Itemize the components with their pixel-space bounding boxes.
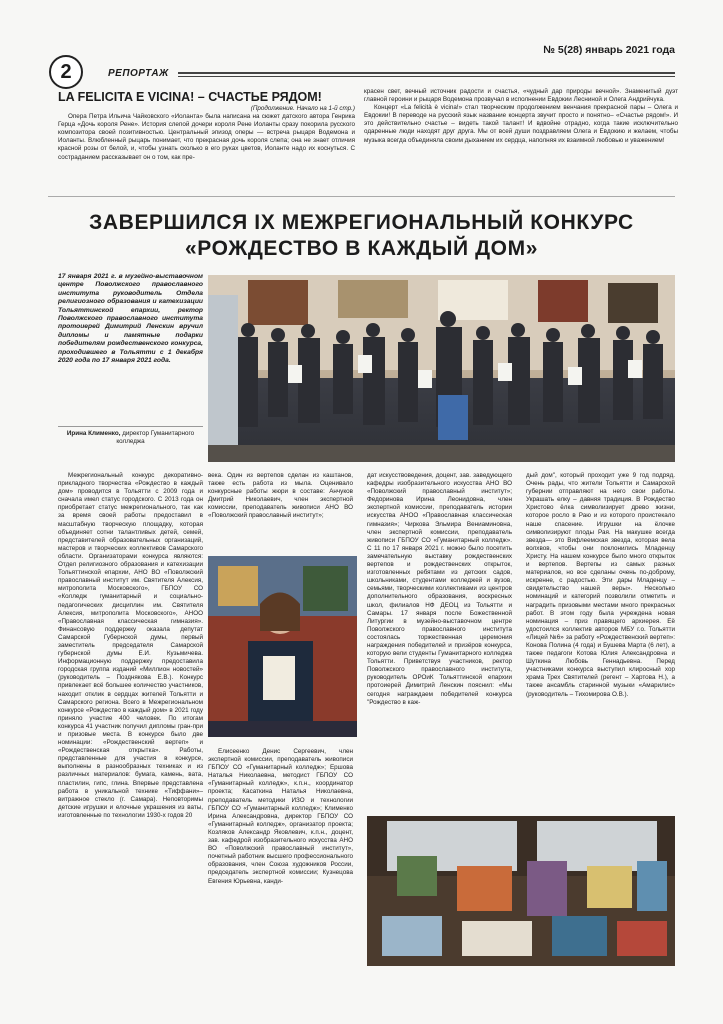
lead-paragraph: 17 января 2021 г. в музейно-выставочном центре Поволжского православного института руководитель Отдела религиозного образования и катехизации Тольяттинской епархии, ректор Поволжского православного института протоиерей Димитрий Ленскин вручил дипломы и памятные подарки победителям рождественского конкурса, проходившего в Тольятти с 1 декабря 2020 года по 17 января 2021 года. — [58, 273, 203, 365]
main-column-3 — [367, 472, 512, 707]
main-text-1: Межрегиональный конкурс декоративно-прикладного творчества «Рождество в каждый дом» проводится в Тольятти с 2009 года и сначала имел статус городского. С 2013 года он приобретает статус межрегионального, так как за время своей работы предоставил в масштабную творческую площадку, которая объединяет сотни талантливых детей, семей, представителей образовательных организаций, мастеров и творческих коллективов Самарского области. Организаторами конкурса являются: Отдел религиозного образования и катехизации Тольяттинской епархии, АНО ВО «Поволжский православный институт им. Святителя Алексия, митрополита Московского», ГБПОУ СО «Колледж гуманитарный и социально-педагогических дисциплин им. Святителя Алексия, митрополита Московского», АНОО «Православная классическая гимназия». Финансовую поддержку оказала депутат Самарской Губернской думы, первый заместитель председателя Самарской губернской думы Е.И. Кузьмичева. Информационную поддержку предоставила городская группа изданий «Миллион новостей» (руководитель – Позднякова Е.В.). Конкурс привлекает всё большее количество участников, находит отклик в сердцах жителей Тольятти и Самарского региона. Всего в Межрегиональном конкурсе «Рождество в каждый дом» в 2021 году приняло участие 400 человек. По итогам конкурса 41 участник получил дипломы гран-при и призовые места. В конкурсе было две номинации: «Рождественский вертеп» и «Рождественская открытка». Работы, представленные для участия в конкурсе, выполнены в разнообразных техниках и из различных материалов: бумага, камень, вата, пластилин, гипс, глина. Впервые представлена работа в уникальной технике «Тиффани»– витражное стекло (г. Самара). Неповторимы детские игрушки и елочные украшения из ваты, изготовленные по технологии 1930-х годов 20 — [58, 472, 203, 819]
main-column-2b — [208, 748, 353, 886]
top-article-title: LA FELICITA E VICINA! – СЧАСТЬЕ РЯДОМ! — [58, 90, 322, 104]
exhibition-photo — [367, 816, 675, 966]
student-photo — [208, 556, 357, 737]
top-article-text-1: Опера Петра Ильича Чайковского «Иоланта» была написана на сюжет датского автора Генрика Герца «Дочь короля Рене». История слепой дочери короля Рене Иоланты сразу покорила русского композитора своей позитивностью. Центральный эпизод оперы — встреча рыцаря Водемона и Иоланты. Влюбленный рыцарь понимает, что прекрасная дочь короля слепа; она не знает отличия красной розы от белой, и, чтобы узнать сколько в его руках цветов, Иоланте надо их коснуться. С состраданием рассказывает он о том, как пре- — [58, 113, 355, 161]
top-article-text-2b: Концерт «La felicità è vicina!» стал творческим продолжением венчания прекрасной пары – Олега и Евдокии! В переводе на русский язык название концерта звучит просто и понятно– «Счастье рядом!». И это действительно счастье – видеть такой талант! И вдвойне отрадно, когда такие исключительно одаренные люди находят друг друга. Мы от всей души поздравляем Олега и Евдокию и желаем, чтобы музыка всегда объединяла своим дыханием их сердца, наполняя их взаимной любовью и уважением! — [364, 104, 678, 144]
header-rule — [178, 72, 675, 74]
top-article-col1 — [58, 105, 355, 162]
main-column-1 — [58, 472, 203, 820]
header-rule-thin — [178, 76, 675, 77]
section-rubric: РЕПОРТАЖ — [108, 68, 169, 79]
author-byline — [58, 426, 203, 446]
main-text-2a: века. Один из вертепов сделан из каштанов, также есть работа из мыла. Оценивало конкурсные работы жюри в составе: Анчуков Дмитрий Николаевич, член экспертной комиссии, преподаватель живописи АНО ВО «Поволжский православный институт»; — [208, 472, 353, 520]
main-text-2b: Елисеенко Денис Сергеевич, член экспертной комиссии, преподаватель живописи ГБПОУ СО «Гуманитарный колледж»; Ершова Наталья Николаевна, методист ГБПОУ СО «Гуманитарный колледж», к.п.н., координатор проекта; Касаткина Наталья Николаевна, преподаватель методики ИЗО и технологии ГБПОУ СО «Гуманитарный колледж»; Клименко Ирина Александровна, директор ГБПОУ СО «Гуманитарный колледж», организатор проекта; Козляков Александр Яковлевич, к.п.н., доцент, зав. кафедрой изобразительного искусства АНО ВО «Поволжский православный институт», почетный работник высшего профессионального образования, член Союза художников России, председатель экспертной комиссии; Кузнецова Евгения Юрьевна, канди- — [208, 748, 353, 885]
author-role: директор Гуманитарного колледжа — [116, 430, 195, 446]
main-headline — [48, 210, 675, 262]
top-article-col2 — [364, 88, 678, 145]
group-photo — [208, 275, 675, 462]
issue-label: № 5(28) январь 2021 года — [543, 44, 675, 56]
author-name: Ирина Клименко, — [66, 430, 121, 437]
main-text-3: дат искусствоведения, доцент, зав. заведующего кафедры изобразительного искусства АНО ВО «Поволжский православный институт»; Федоринова Ирина Леонидовна, член экспертной комиссии, преподаватель истории искусства АНОО «Православная классическая гимназия»; Чиркова Эльмира Вениаминовна, член экспертной комиссии, преподаватель живописи ГБПОУ СО «Гуманитарный колледж». С 11 по 17 января 2021 г. можно было посетить замечательную выставку рождественских вертепов и рождественских открыток, изготовленных ребятами из детских садов, школьниками, студентами колледжей и вузов, семьями, творческими коллективами из центров дополнительного образования, воскресных школ, филиалов НФ ДЕОЦ из Тольятти и Самары. 17 января после Божественной Литургии в музейно-выставочном центре Поволжского православного института состоялась торжественная церемония награждения победителей и призёров конкурса, которую вели студенты Гуманитарного колледжа Тольятти. Приветствуя участников, ректор Поволжского православного института, руководитель ОРОиК Тольяттинской епархии протоиерей Димитрий Ленскин пояснил: «Мы сегодня награждаем победителей конкурса "Рождество в каж- — [367, 472, 512, 706]
top-article-text-2a: красен свет, вечный источник радости и счастья, «чудный дар природы вечной». Знаменитый дуэт главной героини и рыцаря Водемона прозвучал в исполнении Евдокии Лесниной и Олега Андрийчука. — [364, 88, 678, 104]
divider — [48, 196, 675, 197]
main-column-2 — [208, 472, 353, 521]
continuation-note: (Продолжение. Начало на 1-й стр.) — [250, 105, 355, 112]
main-text-4: дый дом", который проходит уже 9 год подряд. Очень рады, что жители Тольятти и Самарской губернии отправляют на него свои работы. Украшать елку – давняя традиция. В Рождество Христово ёлка символизирует древо жизни, которое росло в Раю и из которого проистекало наше спасение. Игрушки на ёлочке символизируют плоды Рая. На макушке всегда звезда— это Вифлеемская звезда, которая вела волхвов, чтобы они поклонились Младенцу Христу. На нашем конкурсе было много открыток и вертепов. Вертепы из самых разных материалов, но все сделаны очень по-доброму, искренне, с радостью. Эти дары Младенцу – свидетельство нашей веры». Несколько номинаций и категорий позволили отметить и наградить призовыми местами много прекрасных работ. В этом году была учреждена новая номинация – приз правящего архиерея. Её удостоился коллектив авторов МБУ г.о. Тольятти «Лицей №6» за работу «Рождественский вертеп»: Конова Полина (4 года) и Бушева Марта (6 лет), а также педагоги Котова Юлия Александровна и Шуткина Любовь Геннадьевна. Перед участниками конкурса выступил клиросный хор храма Трех Святителей (регент – Хартова Н.), а также ансамбль старинной музыки «Амарилис» (руководитель – Тихомирова О.В.). — [526, 472, 675, 698]
main-column-4 — [526, 472, 675, 699]
headline-line-2: «РОЖДЕСТВО В КАЖДЫЙ ДОМ» — [185, 237, 538, 260]
page-number: 2 — [49, 55, 83, 89]
headline-line-1: ЗАВЕРШИЛСЯ IX МЕЖРЕГИОНАЛЬНЫЙ КОНКУРС — [89, 211, 634, 234]
